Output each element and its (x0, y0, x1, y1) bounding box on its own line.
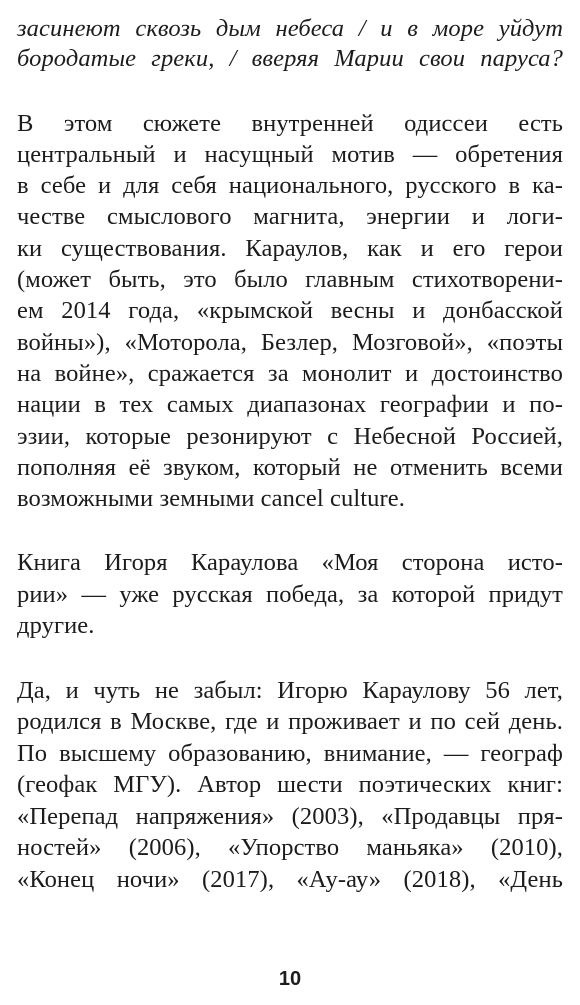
text-line: в себе и для себя национального, русского в ка- (17, 172, 563, 199)
text-line: ки существования. Караулов, как и его герои (17, 235, 563, 262)
text-line: «Перепад напряжения» (2003), «Продавцы пря- (17, 803, 563, 830)
text-line: центральный и насущный мотив — обретения (17, 141, 563, 168)
text-line: родился в Москве, где и проживает и по сей день. (17, 708, 563, 735)
text-line: рии» — уже русская победа, за которой придут (17, 581, 563, 608)
text-line: По высшему образованию, внимание, — географ (17, 740, 563, 767)
text-line: Книга Игоря Караулова «Моя сторона исто- (17, 549, 563, 576)
page-number: 10 (278, 968, 302, 990)
text-line: (может быть, это было главным стихотворени- (17, 266, 563, 293)
text-line: эзии, которые резонируют с Небесной Россией, (17, 423, 563, 450)
text-line: войны»), «Моторола, Безлер, Мозговой», «поэты (17, 329, 563, 356)
text-line: другие. (17, 612, 95, 639)
quote-line: засинеют сквозь дым небеса / и в море уйдут (17, 15, 563, 42)
text-line: на войне», сражается за монолит и достоинство (17, 360, 563, 387)
text-line: возможными земными cancel culture. (17, 485, 405, 512)
text-line: «Конец ночи» (2017), «Ау-ау» (2018), «День (17, 866, 563, 893)
text-line: Да, и чуть не забыл: Игорю Караулову 56 лет, (17, 677, 563, 704)
text-line: В этом сюжете внутренней одиссеи есть (17, 110, 563, 137)
text-line: (геофак МГУ). Автор шести поэтических книг: (17, 771, 563, 798)
text-line: нации в тех самых диапазонах географии и по- (17, 391, 563, 418)
quote-line: бородатые греки, / вверяя Марии свои паруса? (17, 45, 563, 72)
text-line: ностей» (2006), «Упорство маньяка» (2010), (17, 834, 563, 861)
text-line: пополняя её звуком, который не отменить всеми (17, 454, 563, 481)
text-line: честве смыслового магнита, энергии и логи- (17, 203, 563, 230)
text-line: ем 2014 года, «крымской весны и донбасской (17, 297, 563, 324)
